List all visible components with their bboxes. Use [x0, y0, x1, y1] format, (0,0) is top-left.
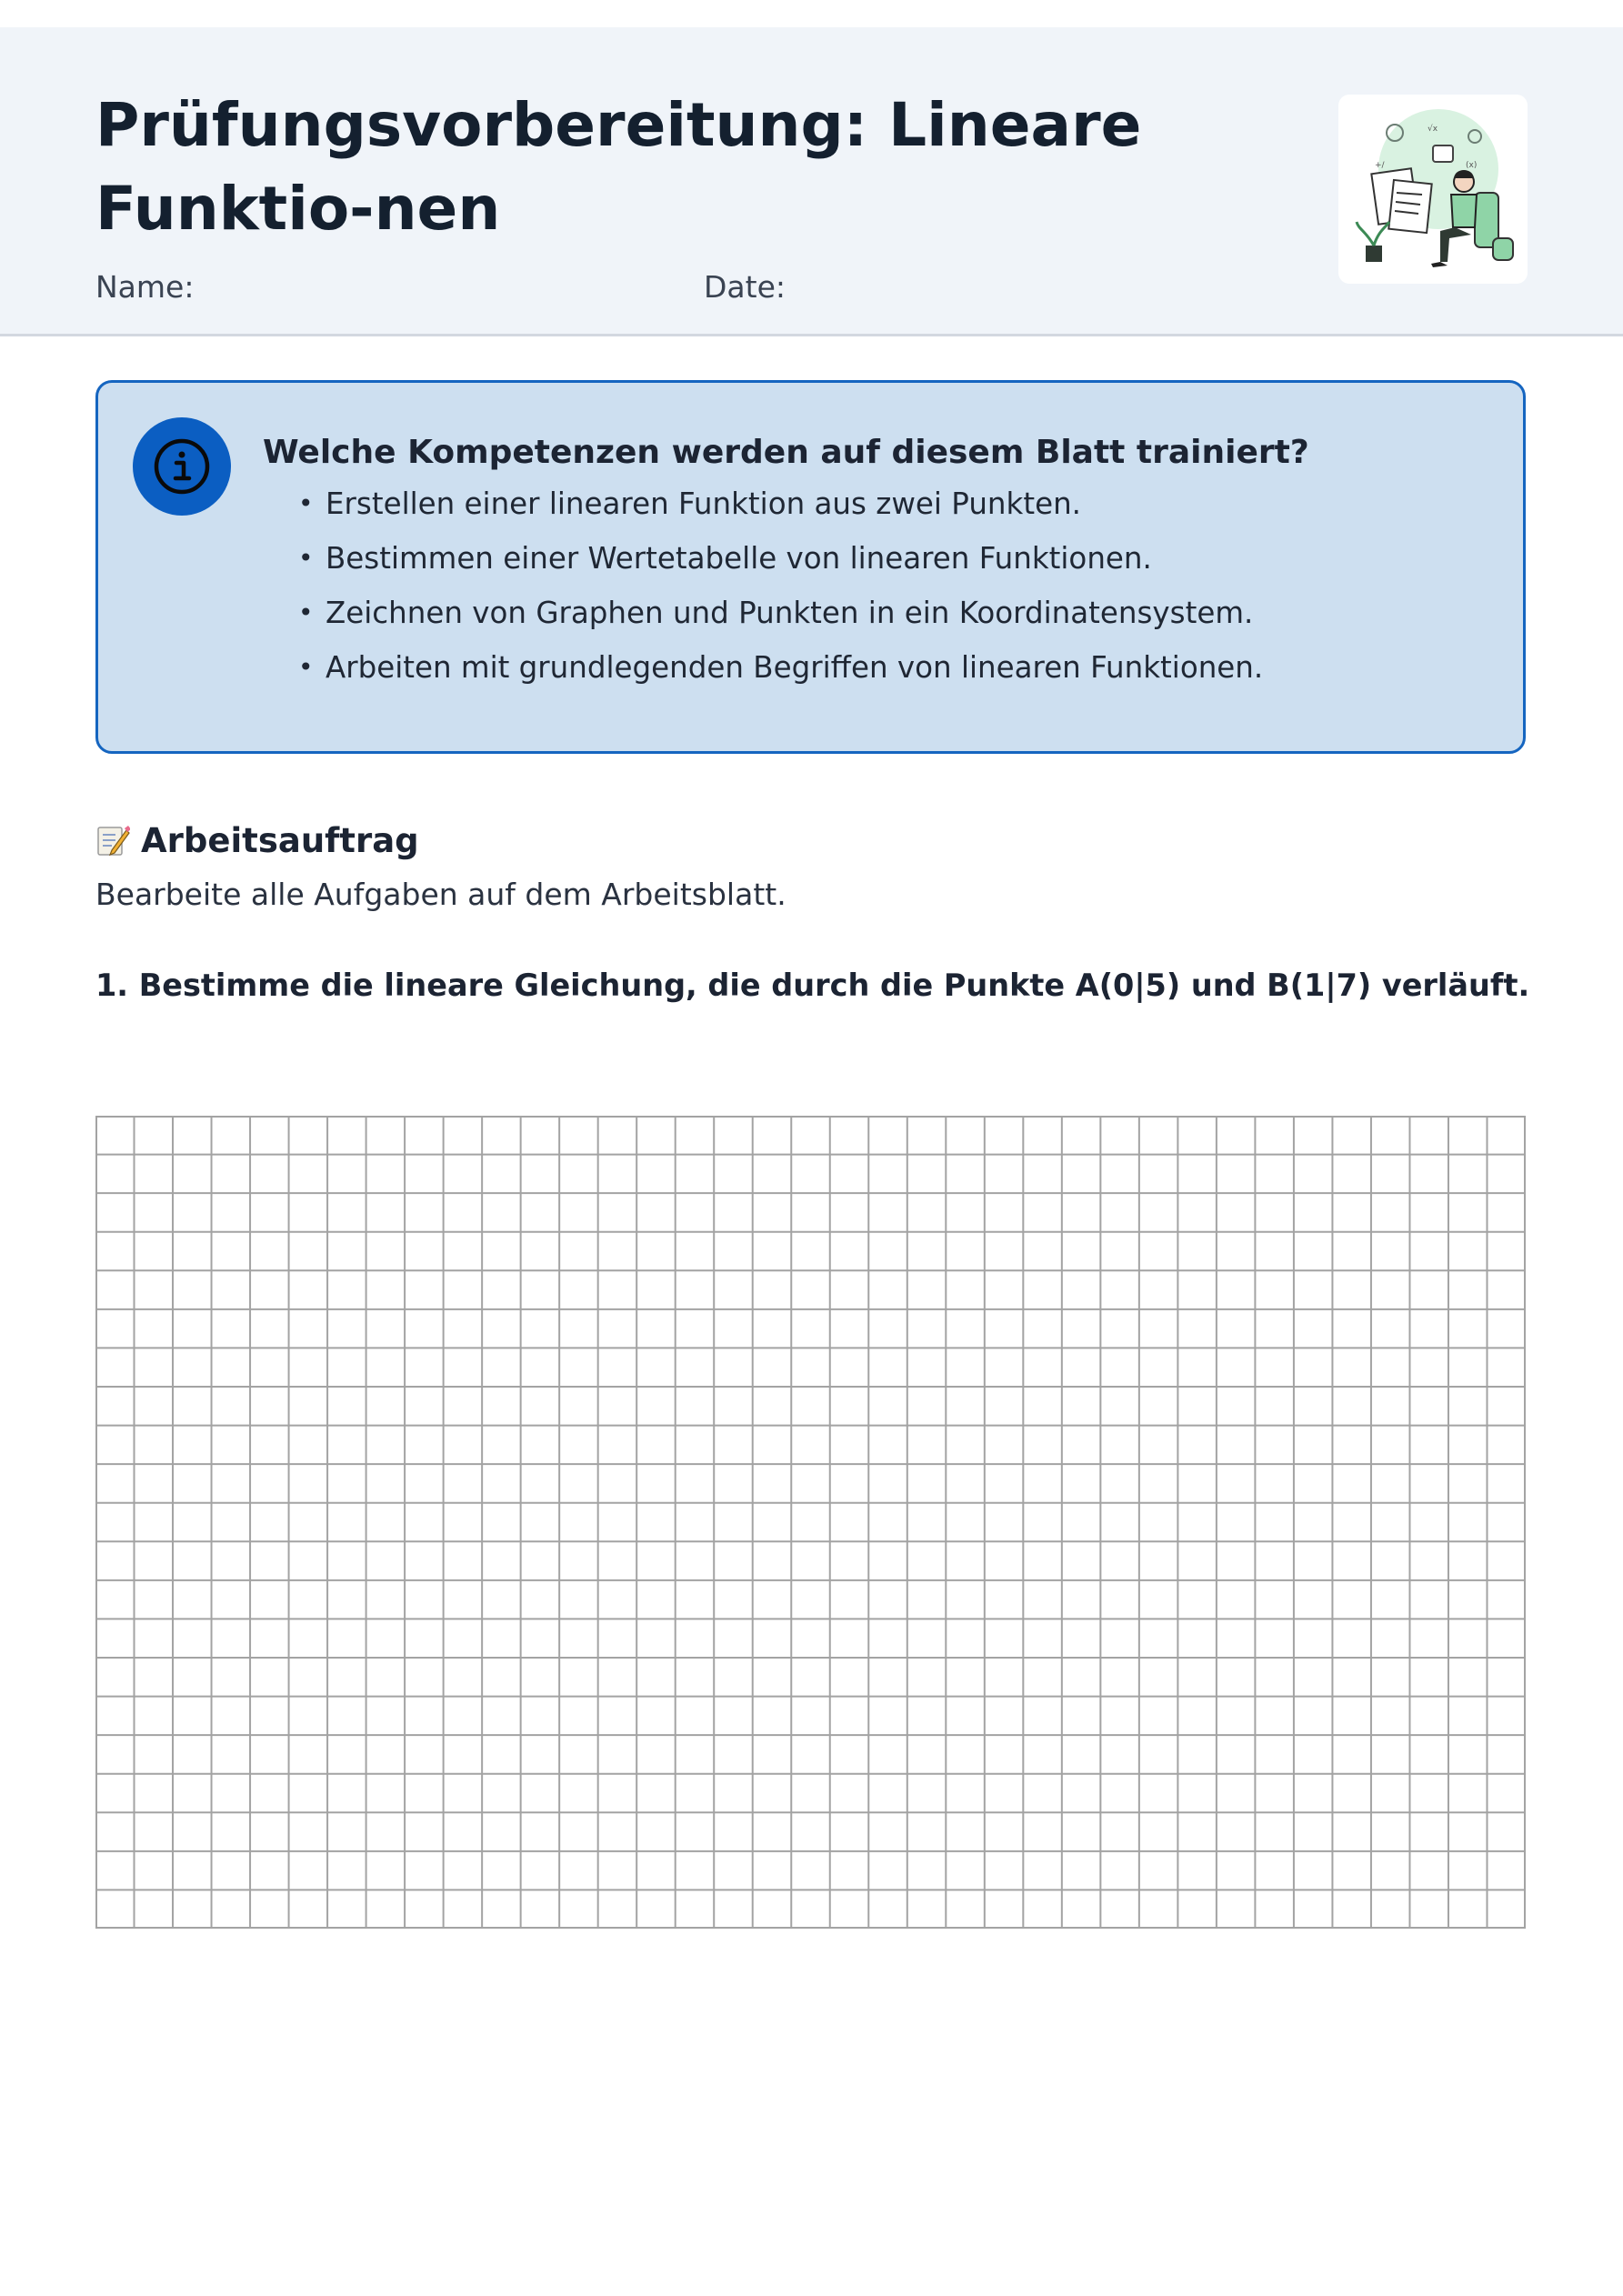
bullet-icon: •	[298, 652, 314, 682]
list-item-text: Arbeiten mit grundlegenden Begriffen von linearen Funktionen.	[326, 650, 1264, 685]
list-item	[298, 586, 1263, 640]
competencies-info-box	[95, 380, 1526, 754]
info-heading: Welche Kompetenzen werden auf diesem Blatt trainiert?	[263, 434, 1309, 471]
student-illustration	[1338, 95, 1528, 284]
competencies-list	[298, 476, 1263, 695]
list-item	[298, 531, 1263, 586]
date-label: Date:	[704, 269, 786, 305]
task-heading	[95, 817, 419, 864]
answer-grid-paper[interactable]	[95, 1116, 1526, 1929]
question-1: 1. Bestimme die lineare Gleichung, die durch die Punkte A(0|5) und B(1|7) verläuft.	[95, 968, 1530, 1003]
worksheet-header	[0, 27, 1623, 336]
name-label: Name:	[95, 269, 195, 305]
svg-text:√x: √x	[1428, 125, 1438, 134]
list-item	[298, 640, 1263, 695]
svg-text:(x): (x)	[1466, 161, 1478, 170]
memo-pencil-icon	[95, 823, 130, 857]
bullet-icon: •	[298, 543, 314, 573]
task-title: Arbeitsauftrag	[141, 820, 419, 860]
page-title: Prüfungsvorbereitung: Lineare Funktio-nen	[95, 90, 1142, 244]
bullet-icon: •	[298, 488, 314, 518]
list-item-text: Erstellen einer linearen Funktion aus zwei Punkten.	[326, 486, 1082, 521]
list-item-text: Bestimmen einer Wertetabelle von linearen Funktionen.	[326, 541, 1152, 576]
list-item-text: Zeichnen von Graphen und Punkten in ein Koordinatensystem.	[326, 596, 1254, 630]
svg-text:+/: +/	[1375, 161, 1385, 170]
student-illustration-graphic	[1338, 95, 1528, 284]
task-instruction: Bearbeite alle Aufgaben auf dem Arbeitsblatt.	[95, 877, 786, 912]
info-icon	[133, 417, 231, 516]
list-item	[298, 476, 1263, 531]
bullet-icon: •	[298, 597, 314, 627]
